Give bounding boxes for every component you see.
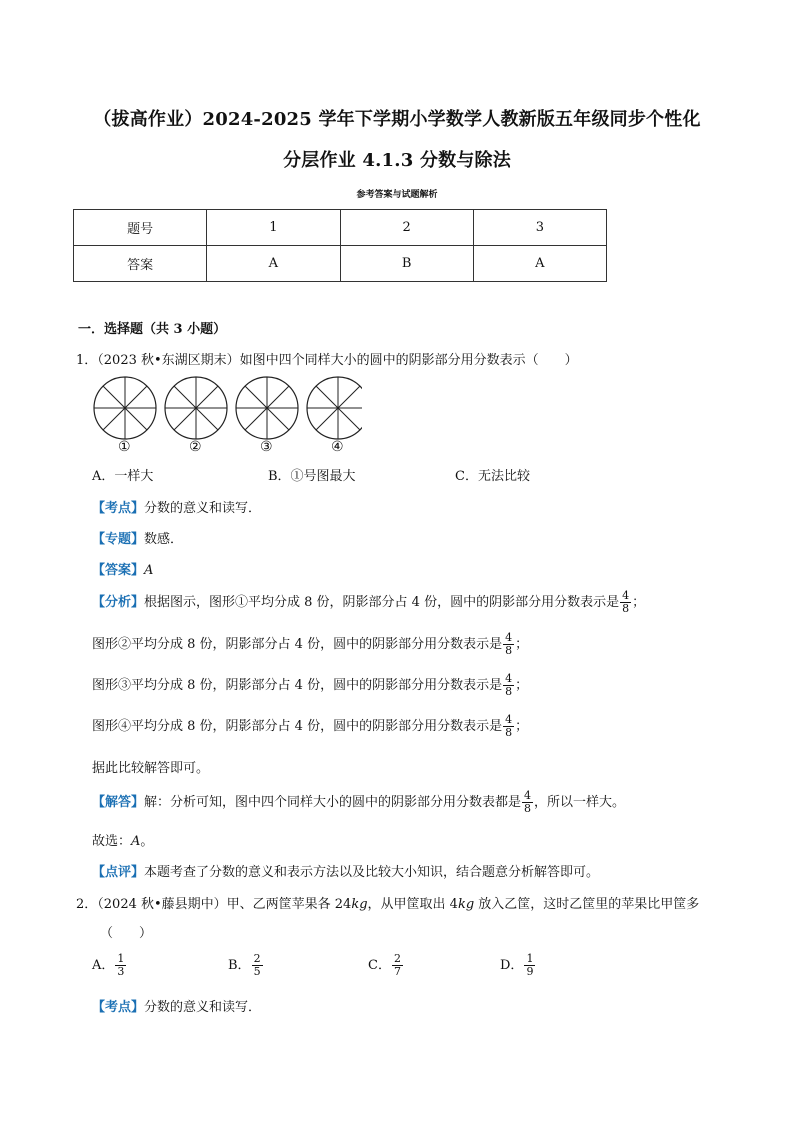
q2-option-c: C． $\frac{2}{7}$ xyxy=(368,952,401,978)
q2-option-b: B． $\frac{2}{5}$ xyxy=(228,952,261,978)
table-cell: 答案 xyxy=(74,246,207,282)
fenxi-text-1: 根据图示，图形①平均分成 8 份，阴影部分占 4 份，圆中的阴影部分用分数表示是 xyxy=(144,595,620,610)
q1-guxuan: 故选：A。 xyxy=(92,834,154,849)
answer-table xyxy=(73,209,607,282)
jieda-tag: 【解答】 xyxy=(92,795,145,810)
circle-figure-1 xyxy=(94,377,156,439)
kaodian-text: 分数的意义和读写． xyxy=(144,501,262,516)
circle-label-1: ① xyxy=(118,439,131,455)
fraction-2-5: $\frac{2}{5}$ xyxy=(253,952,261,978)
fenxi-text-3: 图形③平均分成 8 份，阴影部分占 4 份，圆中的阴影部分用分数表示是 xyxy=(92,678,503,693)
kaodian-tag: 【考点】 xyxy=(92,501,145,516)
table-cell: A xyxy=(207,246,340,282)
table-cell: 3 xyxy=(473,210,606,246)
dianping-text: 本题考查了分数的意义和表示方法以及比较大小知识，结合题意分析解答即可。 xyxy=(144,865,600,880)
fraction-1-9: $\frac{1}{9}$ xyxy=(526,952,534,978)
zhuanti-tag: 【专题】 xyxy=(92,532,145,547)
daan-tag: 【答案】 xyxy=(92,563,145,578)
kaodian-tag: 【考点】 xyxy=(92,1000,145,1015)
fraction-2-7: $\frac{2}{7}$ xyxy=(393,952,401,978)
q1-option-c: C．无法比较 xyxy=(455,469,530,484)
table-cell: A xyxy=(473,246,606,282)
table-cell: B xyxy=(340,246,473,282)
fenxi-tag: 【分析】 xyxy=(92,595,145,610)
document-title-line2: 分层作业 4.1.3 分数与除法 xyxy=(283,150,511,171)
fraction-4-8: $\frac{4}{8}$ xyxy=(622,589,630,615)
daan-text: A xyxy=(144,563,154,578)
circle-figure-3 xyxy=(236,377,298,439)
table-cell: 1 xyxy=(207,210,340,246)
q1-fenxi-line5: 据此比较解答即可。 xyxy=(92,761,210,776)
q2-stem: 2．（2024 秋•藤县期中）甲、乙两筐苹果各 24kg，从甲筐取出 4kg 放入乙筐，这时乙筐里的苹果比甲筐多 xyxy=(76,897,700,912)
circle-label-2: ② xyxy=(189,439,202,455)
q1-fenxi-line1: 【分析】根据图示，图形①平均分成 8 份，阴影部分占 4 份，圆中的阴影部分用分数表示是 $\frac{4}{8}$ ； xyxy=(92,589,646,615)
dianping-tag: 【点评】 xyxy=(92,865,145,880)
fraction-4-8: $\frac{4}{8}$ xyxy=(524,789,532,815)
q1-option-a: A．一样大 xyxy=(92,469,154,484)
answer-subtitle: 参考答案与试题解析 xyxy=(356,190,438,200)
section-heading: 一．选择题（共 3 小题） xyxy=(78,322,227,337)
document-title-line1: （拔高作业）2024-2025 学年下学期小学数学人教新版五年级同步个性化 xyxy=(93,109,701,130)
jieda-text: 解：分析可知，图中四个同样大小的圆中的阴影部分用分数表都是 xyxy=(144,795,522,810)
fenxi-text-4: 图形④平均分成 8 份，阴影部分占 4 份，圆中的阴影部分用分数表示是 xyxy=(92,719,503,734)
q2-option-a: A． $\frac{1}{3}$ xyxy=(92,952,125,978)
fraction-4-8: $\frac{4}{8}$ xyxy=(505,672,513,698)
circle-label-4: ④ xyxy=(331,439,344,455)
zhuanti-text: 数感． xyxy=(144,532,184,547)
fraction-4-8: $\frac{4}{8}$ xyxy=(505,713,513,739)
circle-label-3: ③ xyxy=(260,439,273,455)
q1-fenxi-line2: 图形②平均分成 8 份，阴影部分占 4 份，圆中的阴影部分用分数表示是 $\frac{4}{8}$ ； xyxy=(92,631,529,657)
table-row xyxy=(74,246,607,282)
circle-figure-4 xyxy=(307,377,362,439)
q1-circle-figures xyxy=(92,375,362,457)
q1-fenxi-line3: 图形③平均分成 8 份，阴影部分占 4 份，圆中的阴影部分用分数表示是 $\frac{4}{8}$ ； xyxy=(92,672,529,698)
q1-option-b: B．①号图最大 xyxy=(268,469,356,484)
q1-dianping xyxy=(92,861,599,880)
circle-figure-2 xyxy=(165,377,227,439)
fraction-1-3: $\frac{1}{3}$ xyxy=(117,952,125,978)
q2-kaodian xyxy=(92,996,261,1015)
q1-kaodian xyxy=(92,497,261,516)
q2-answer-paren: （ ） xyxy=(100,926,153,941)
table-cell: 2 xyxy=(340,210,473,246)
kaodian-text: 分数的意义和读写． xyxy=(144,1000,262,1015)
q1-jieda: 【解答】解：分析可知，图中四个同样大小的圆中的阴影部分用分数表都是 $\frac{4}{8}$ ，所以一样大。 xyxy=(92,789,626,815)
fraction-4-8: $\frac{4}{8}$ xyxy=(505,631,513,657)
q2-option-d: D． $\frac{1}{9}$ xyxy=(500,952,534,978)
q1-zhuanti xyxy=(92,528,183,547)
table-row xyxy=(74,210,607,246)
q1-fenxi-line4: 图形④平均分成 8 份，阴影部分占 4 份，圆中的阴影部分用分数表示是 $\frac{4}{8}$ ； xyxy=(92,713,529,739)
q1-stem: 1．（2023 秋•东湖区期末）如图中四个同样大小的圆中的阴影部分用分数表示（ ） xyxy=(76,353,578,368)
table-cell: 题号 xyxy=(74,210,207,246)
fenxi-text-2: 图形②平均分成 8 份，阴影部分占 4 份，圆中的阴影部分用分数表示是 xyxy=(92,637,503,652)
q1-daan xyxy=(92,559,153,578)
